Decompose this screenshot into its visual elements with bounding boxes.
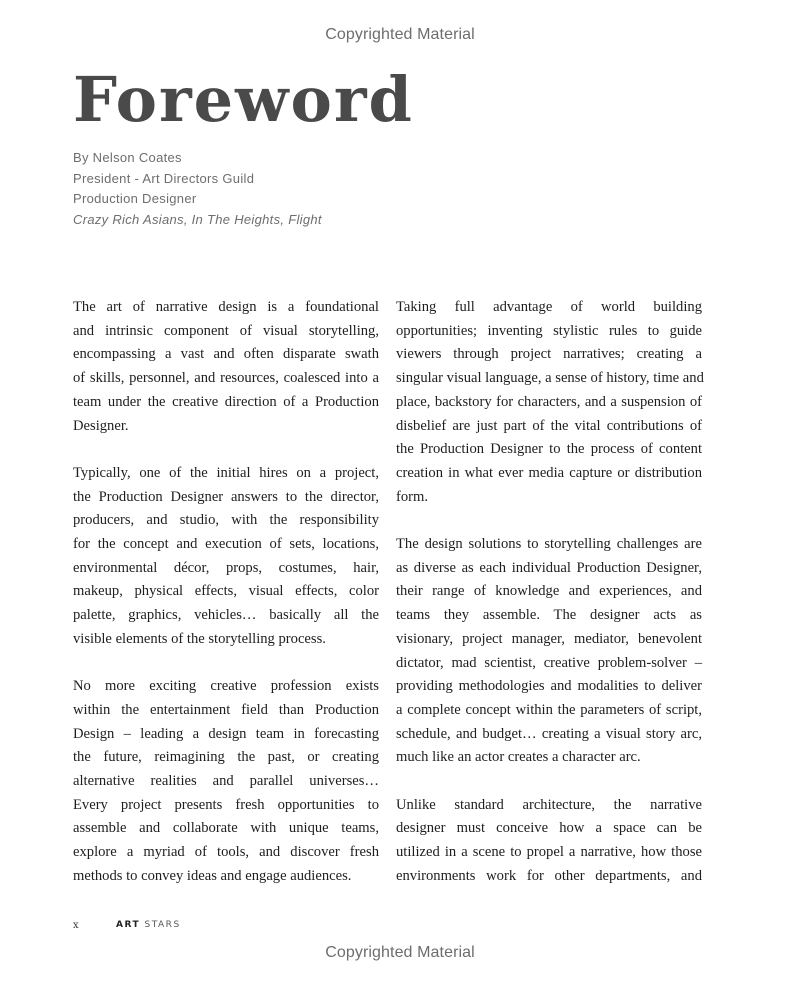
text-line: environments work for other departments, and — [396, 867, 702, 884]
text-line: the Production Designer answers to the director, — [73, 488, 379, 505]
text-line: singular visual language, a sense of history, time and — [396, 370, 704, 387]
byline — [73, 148, 322, 231]
text-line: palette, graphics, vehicles… basically all the — [73, 607, 379, 624]
text-line: explore a myriad of tools, and discover fresh — [73, 844, 379, 861]
text-line: Taking full advantage of world building — [396, 299, 702, 315]
text-line: their range of knowledge and experiences, and — [396, 583, 702, 600]
text-line: viewers through project narratives; creating a — [396, 346, 702, 363]
text-line: designer must conceive how a space can be — [396, 820, 702, 837]
copyright-watermark-top: Copyrighted Material — [325, 26, 475, 43]
text-line: visionary, project manager, mediator, benevolent — [396, 630, 702, 647]
text-line: of skills, personnel, and resources, coalesced into a — [73, 370, 379, 387]
paragraph — [396, 794, 702, 889]
paragraph — [396, 296, 702, 509]
paragraph — [73, 296, 379, 438]
text-line: environmental décor, props, costumes, hair, — [73, 559, 379, 576]
text-line: Typically, one of the initial hires on a project, — [73, 464, 379, 481]
text-line: dictator, mad scientist, creative problem-solver – — [396, 654, 702, 671]
page-number: x — [73, 920, 81, 931]
text-line: visible elements of the storytelling process. — [73, 630, 326, 647]
book-title-light: STARS — [144, 920, 181, 930]
text-line: the Production Designer to the process of content — [396, 441, 702, 458]
book-title-bold: ART — [116, 920, 141, 930]
text-line: methods to convey ideas and engage audiences. — [73, 867, 352, 884]
text-line: a complete concept within the parameters of script, — [396, 701, 702, 718]
text-line: encompassing a vast and often disparate swath — [73, 346, 379, 363]
text-line: place, backstory for characters, and a suspension of — [396, 393, 702, 410]
paragraph — [396, 533, 702, 770]
text-line: makeup, physical effects, visual effects, color — [73, 583, 379, 600]
text-line: as diverse as each individual Production Designer, — [396, 559, 702, 576]
text-line: No more exciting creative profession exists — [73, 678, 379, 695]
text-line: The art of narrative design is a foundational — [73, 299, 379, 315]
text-line: producers, and studio, with the responsibility — [73, 512, 379, 529]
text-line: providing methodologies and modalities to deliver — [396, 678, 702, 695]
text-line: opportunities; inventing stylistic rules to guide — [396, 322, 702, 339]
running-book-title — [116, 920, 181, 930]
text-line: for the concept and execution of sets, locations, — [73, 536, 379, 553]
text-column-right — [396, 296, 702, 912]
text-line: assemble and collaborate with unique teams, — [73, 820, 379, 837]
text-line: utilized in a scene to propel a narrative, how those — [396, 844, 702, 861]
text-line: The design solutions to storytelling challenges are — [396, 536, 702, 553]
paragraph — [73, 675, 379, 888]
text-line: teams they assemble. The designer acts as — [396, 607, 702, 624]
text-line: alternative realities and parallel universes… — [73, 773, 379, 790]
text-column-left — [73, 296, 379, 912]
byline-author: By Nelson Coates — [73, 150, 182, 165]
byline-role: President - Art Directors Guild — [73, 170, 255, 186]
paragraph — [73, 462, 379, 652]
text-line: Unlike standard architecture, the narrative — [396, 796, 702, 813]
text-line: Design – leading a design team in forecasting — [73, 725, 379, 742]
text-line: team under the creative direction of a Production — [73, 393, 379, 410]
text-line: schedule, and budget… creating a visual story arc, — [396, 725, 702, 742]
text-line: creation in what ever media capture or distribution — [396, 464, 702, 481]
text-line: the future, reimagining the past, or creating — [73, 749, 379, 766]
text-line: within the entertainment field than Production — [73, 701, 379, 718]
text-line: Designer. — [73, 417, 129, 434]
text-line: and intrinsic component of visual storytelling, — [73, 322, 379, 339]
text-line: Every project presents fresh opportunities to — [73, 796, 379, 813]
page-title: Foreword — [73, 63, 414, 136]
text-line: disbelief are just part of the vital contributions of — [396, 417, 702, 434]
text-line: form. — [396, 488, 429, 505]
byline-profession: Production Designer — [73, 191, 197, 207]
text-line: much like an actor creates a character arc. — [396, 749, 641, 766]
byline-credits: Crazy Rich Asians, In The Heights, Flight — [73, 212, 322, 228]
copyright-watermark-bottom: Copyrighted Material — [325, 944, 475, 961]
